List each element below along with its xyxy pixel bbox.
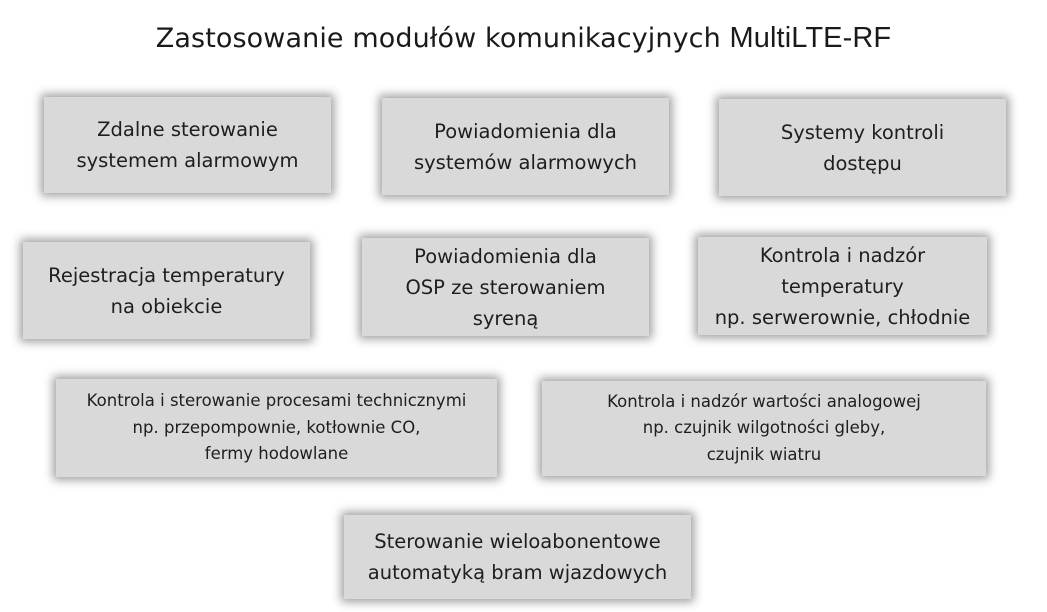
application-box-alarm-notifications — [382, 98, 669, 195]
application-box-gate-automation — [344, 515, 691, 599]
application-box-label: Sterowanie wieloabonentowe automatyką bram wjazdowych — [367, 530, 668, 584]
application-box-label: Kontrola i sterowanie procesami technicznymi np. przepompownie, kotłownie CO, fermy hodowlane — [86, 391, 467, 464]
application-box-temperature-logging — [23, 242, 310, 339]
application-box-temperature-monitoring — [698, 237, 987, 335]
title-text: Zastosowanie modułów komunikacyjnych — [155, 23, 730, 54]
application-box-access-control — [719, 99, 1006, 196]
application-box-label: Zdalne sterowanie systemem alarmowym — [76, 118, 299, 172]
application-box-remote-alarm-control — [44, 97, 331, 193]
application-box-label: Systemy kontroli dostępu — [780, 120, 945, 175]
application-box-osp-notifications — [362, 238, 649, 336]
application-box-process-control — [56, 379, 497, 477]
diagram-title — [0, 22, 1047, 55]
application-box-label: Kontrola i nadzór wartości analogowej np. czujnik wilgotności gleby, czujnik wiatru — [607, 391, 921, 464]
application-box-label: Powiadomienia dla systemów alarmowych — [413, 119, 638, 174]
application-box-label: Rejestracja temperatury na obiekcie — [48, 263, 285, 318]
application-box-analog-monitoring — [542, 381, 986, 476]
application-box-label: Powiadomienia dla OSP ze sterowaniem syreną — [405, 244, 606, 330]
title-brand: MultiLTE-RF — [729, 22, 892, 54]
application-box-label: Kontrola i nadzór temperatury np. serwerownie, chłodnie — [714, 243, 971, 329]
